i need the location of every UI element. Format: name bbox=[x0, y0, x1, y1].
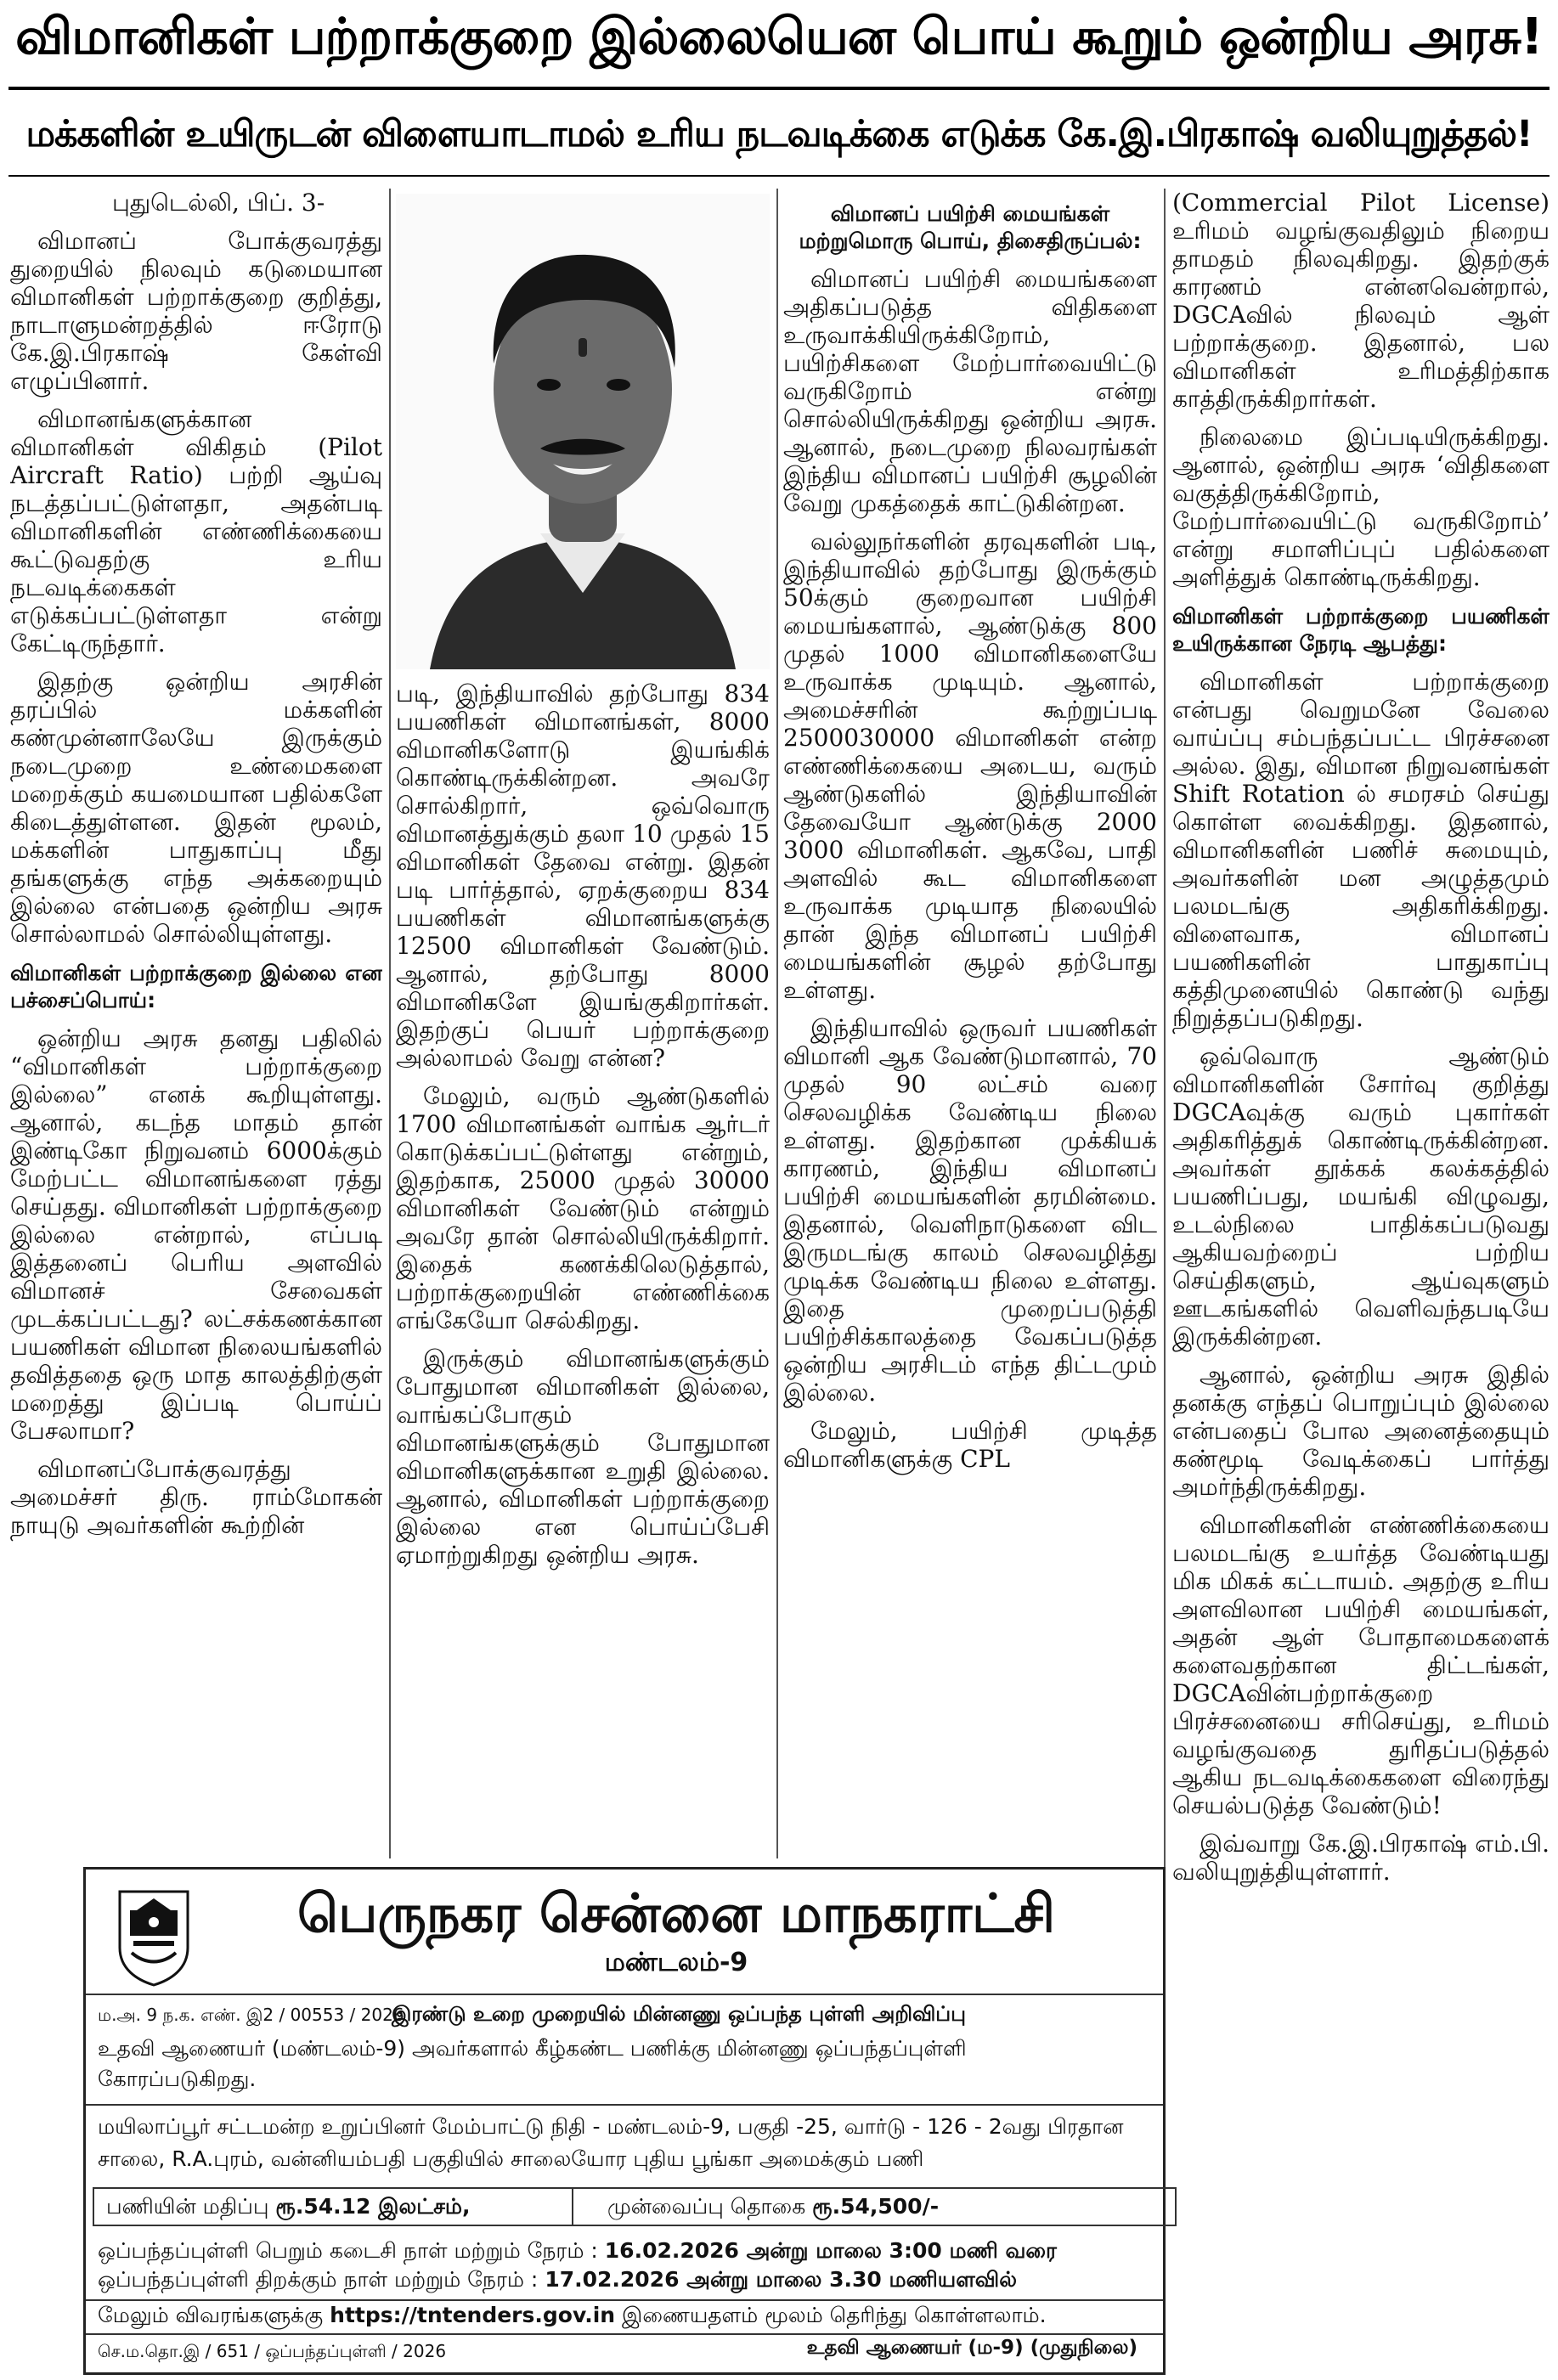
ad-work-description: மயிலாப்பூர் சட்டமன்ற உறுப்பினர் மேம்பாட்டு நிதி - மண்டலம்-9, பகுதி -25, வார்டு - 126 - 2வது பிரதான bbox=[98, 2114, 1124, 2139]
speaker-photo bbox=[396, 194, 770, 669]
paragraph: ஒன்றிய அரசு தனது பதிலில் “விமானிகள் பற்றாக்குறை இல்லை” எனக் கூறியுள்ளது. ஆனால், கடந்த மாதம் தான் இண்டிகோ நிறுவனம் 6000க்கும் மேற்பட்ட விமானங்களை ரத்து செய்தது. விமானிகள் பற்றாக்குறை இல்லை என்றால், எப்படி இத்தனைப் பெரிய அளவில் விமானச் சேவைகள் முடக்கப்பட்டது? லட்சக்கணக்கான பயணிகள் விமான நிலையங்களில் தவித்ததை ஒரு மாத காலத்திற்குள் மறைத்து இப்படி பொய்ப் பேசலாமா? bbox=[10, 1024, 382, 1445]
paragraph: இதற்கு ஒன்றிய அரசின் தரப்பில் மக்களின் கண்முன்னாலேயே இருக்கும் நடைமுறை உண்மைகளை மறைக்கும் கயமையான பதில்களே கிடைத்துள்ளன. இதன் மூலம், மக்களின் பாதுகாப்பு மீது தங்களுக்கு எந்த அக்கறையும் இல்லை என்பதை ஒன்றிய அரசு சொல்லாமல் சொல்லியுள்ளது. bbox=[10, 668, 382, 948]
paragraph: விமானப் பயிற்சி மையங்களை அதிகப்படுத்த விதிகளை உருவாக்கியிருக்கிறோம், பயிற்சிகளை மேற்பார்வையிட்டு வருகிறோம் என்று சொல்லியிருக்கிறது ஒன்றிய அரசு. ஆனால், நடைமுறை நிலவரங்கள் இந்திய விமானப் பயிற்சி சூழலின் வேறு முகத்தைக் காட்டுகின்றன. bbox=[783, 265, 1157, 517]
article-column-1 bbox=[10, 189, 382, 1870]
ad-signatory: உதவி ஆணையர் (ம-9) (முதுநிலை) bbox=[806, 2337, 1137, 2359]
paragraph: ஒவ்வொரு ஆண்டும் விமானிகளின் சோர்வு குறித்து DGCAவுக்கு வரும் புகார்கள் அதிகரித்துக் கொண்டிருக்கின்றன. அவர்கள் தூக்கக் கலக்கத்தில் பயணிப்பது, மயங்கி விழுவது, உடல்நிலை பாதிக்கப்படுவது ஆகியவற்றைப் பற்றிய செய்திகளும், ஆய்வுகளும் ஊடகங்களில் வெளிவந்தபடியே இருக்கின்றன. bbox=[1172, 1042, 1550, 1351]
ad-more-info-suffix: இணையதளம் மூலம் தெரிந்து கொள்ளலாம். bbox=[622, 2303, 1047, 2327]
paragraph: இவ்வாறு கே.இ.பிரகாஷ் எம்.பி. வலியுறுத்தியுள்ளார். bbox=[1172, 1830, 1550, 1886]
paragraph: ஆனால், ஒன்றிய அரசு இதில் தனக்கு எந்தப் பொறுப்பும் இல்லை என்பதைப் போல அனைத்தையும் கண்மூடி வேடிக்கைப் பார்த்து அமர்ந்திருக்கிறது. bbox=[1172, 1361, 1550, 1501]
article-column-4 bbox=[1172, 189, 1550, 2372]
paragraph: விமானப் போக்குவரத்து துறையில் நிலவும் கடுமையான விமானிகள் பற்றாக்குறை குறித்து, நாடாளுமன்றத்தில் ஈரோடு கே.இ.பிரகாஷ் கேள்வி எழுப்பினார். bbox=[10, 227, 382, 395]
paragraph: மேலும், பயிற்சி முடித்த விமானிகளுக்கு CPL bbox=[783, 1417, 1157, 1473]
ad-deposit-amount: ரூ.54,500/- bbox=[812, 2194, 940, 2219]
ad-footer-code: செ.ம.தொ.இ / 651 / ஒப்பந்தப்புள்ளி / 2026 bbox=[98, 2341, 447, 2361]
headline-rule bbox=[8, 87, 1550, 90]
paragraph: இருக்கும் விமானங்களுக்கும் போதுமான விமானிகள் இல்லை, வாங்கப்போகும் விமானங்களுக்கும் போதுமான விமானிகளுக்கான உறுதி இல்லை. ஆனால், விமானிகள் பற்றாக்குறை இல்லை என பொய்ப்பேசி ஏமாற்றுகிறது ஒன்றிய அரசு. bbox=[396, 1345, 770, 1569]
paragraph: இந்தியாவில் ஒருவர் பயணிகள் விமானி ஆக வேண்டுமானால், 70 முதல் 90 லட்சம் வரை செலவழிக்க வேண்டிய நிலை உள்ளது. இதற்கான முக்கியக் காரணம், இந்திய விமானப் பயிற்சி மையங்களின் தரமின்மை. இதனால், வெளிநாடுகளை விட இருமடங்கு காலம் செலவழித்து முடிக்க வேண்டிய நிலை உள்ளது. இதை முறைப்படுத்தி பயிற்சிக்காலத்தை வேகப்படுத்த ஒன்றிய அரசிடம் எந்த திட்டமும் இல்லை. bbox=[783, 1014, 1157, 1407]
ad-value-amount: ரூ.54.12 இலட்சம், bbox=[275, 2194, 471, 2219]
sub-headline: மக்களின் உயிருடன் விளையாடாமல் உரிய நடவடிக்கை எடுக்க கே.இ.பிரகாஷ் வலியுறுத்தல்! bbox=[25, 112, 1533, 155]
paragraph: விமானங்களுக்கான விமானிகள் விகிதம் (Pilot Aircraft Ratio) பற்றி ஆய்வு நடத்தப்பட்டுள்ளதா, அதன்படி விமானிகளின் எண்ணிக்கையை கூட்டுவதற்கு உரிய நடவடிக்கைகள் எடுக்கப்பட்டுள்ளதா என்று கேட்டிருந்தார். bbox=[10, 405, 382, 657]
article-column-2 bbox=[396, 680, 770, 1858]
ad-work-description: சாலை, R.A.புரம், வன்னியம்பதி பகுதியில் சாலையோர புதிய பூங்கா அமைக்கும் பணி bbox=[98, 2146, 924, 2171]
ad-website-link[interactable]: https://tntenders.gov.in bbox=[330, 2303, 616, 2327]
ad-intro-line: உதவி ஆணையர் (மண்டலம்-9) அவர்களால் கீழ்கண்ட பணிக்கு மின்னணு ஒப்பந்தப்புள்ளி bbox=[98, 2036, 967, 2061]
paragraph: மேலும், வரும் ஆண்டுகளில் 1700 விமானங்கள் வாங்க ஆர்டர் கொடுக்கப்பட்டுள்ளது என்றும், இதற்காக, 25000 முதல் 30000 விமானிகள் வேண்டும் என்றும் அவரே தான் சொல்லியிருக்கிறார். இதைக் கணக்கிலெடுத்தால், பற்றாக்குறையின் எண்ணிக்கை எங்கேயோ செல்கிறது. bbox=[396, 1082, 770, 1334]
ad-intro-line: கோரப்படுகிறது. bbox=[98, 2067, 257, 2091]
portrait-graphic bbox=[396, 194, 770, 669]
ad-value-box bbox=[93, 2187, 573, 2226]
subheadline-rule bbox=[8, 175, 1550, 177]
section-subhead: விமானிகள் பற்றாக்குறை பயணிகள் உயிருக்கான நேரடி ஆபத்து: bbox=[1172, 604, 1550, 656]
tender-advertisement bbox=[83, 1867, 1166, 2375]
ad-divider bbox=[86, 1994, 1163, 1995]
section-subhead: விமானப் பயிற்சி மையங்கள் மற்றுமொரு பொய், திசைதிருப்பல்: bbox=[799, 201, 1142, 253]
ad-deadline bbox=[98, 2235, 1151, 2267]
ad-reference-number: ம.அ. 9 ந.க. எண். இ2 / 00553 / 2026 bbox=[98, 2005, 404, 2025]
ad-deadline-value: 16.02.2026 அன்று மாலை 3:00 மணி வரை bbox=[604, 2238, 1057, 2263]
ad-deposit-label: முன்வைப்பு தொகை bbox=[607, 2194, 806, 2219]
dateline: புதுடெல்லி, பிப். 3- bbox=[112, 189, 325, 217]
ad-divider bbox=[86, 2104, 1163, 2106]
ad-opening-value: 17.02.2026 அன்று மாலை 3.30 மணியளவில் bbox=[545, 2267, 1017, 2292]
ad-notice-title: இரண்டு உறை முறையில் மின்னணு ஒப்பந்த புள்ளி அறிவிப்பு bbox=[392, 2002, 967, 2026]
ad-zone: மண்டலம்-9 bbox=[604, 1948, 748, 1977]
paragraph: நிலைமை இப்படியிருக்கிறது. ஆனால், ஒன்றிய அரசு ‘விதிகளை வகுத்திருக்கிறோம், மேற்பார்வையிட்டு வருகிறோம்’ என்று சமாளிப்புப் பதில்களை அளித்துக் கொண்டிருக்கிறது. bbox=[1172, 423, 1550, 591]
ad-title: பெருநகர சென்னை மாநகராட்சி bbox=[296, 1882, 1056, 1944]
column-divider bbox=[389, 189, 391, 1858]
corporation-emblem-icon bbox=[111, 1888, 196, 1987]
paragraph: விமானிகளின் எண்ணிக்கையை பலமடங்கு உயர்த்த வேண்டியது மிக மிகக் கட்டாயம். அதற்கு உரிய அளவிலான பயிற்சி மையங்கள், அதன் ஆள் போதாமைகளைக் களைவதற்கான திட்டங்கள், DGCAவின்பற்றாக்குறை பிரச்சனையை சரிசெய்து, உரிமம் வழங்குவதை துரிதப்படுத்தல் ஆகிய நடவடிக்கைகளை விரைந்து செயல்படுத்த வேண்டும்! bbox=[1172, 1511, 1550, 1819]
paragraph: (Commercial Pilot License) உரிமம் வழங்குவதிலும் நிறைய தாமதம் நிலவுகிறது. இதற்குக் காரணம் என்னவென்றால், DGCAவில் நிலவும் ஆள் பற்றாக்குறை. இதனால், பல விமானிகள் உரிமத்திற்காக காத்திருக்கிறார்கள். bbox=[1172, 189, 1550, 413]
ad-opening bbox=[98, 2264, 1151, 2296]
ad-more-info bbox=[98, 2299, 1151, 2332]
ad-value-label: பணியின் மதிப்பு bbox=[106, 2194, 269, 2219]
paragraph: விமானிகள் பற்றாக்குறை என்பது வெறுமனே வேலை வாய்ப்பு சம்பந்தப்பட்ட பிரச்சனை அல்ல. இது, விமான நிறுவனங்கள் Shift Rotation ல் சமரசம் செய்து கொள்ள வைக்கிறது. இதனால், விமானிகளின் பணிச் சுமையும், அவர்களின் மன அழுத்தமும் பலமடங்கு அதிகரிக்கிறது. விளைவாக, விமானப் பயணிகளின் பாதுகாப்பு கத்திமுனையில் கொண்டு வந்து நிறுத்தப்படுகிறது. bbox=[1172, 668, 1550, 1032]
ad-opening-label: ஒப்பந்தப்புள்ளி திறக்கும் நாள் மற்றும் நேரம் : bbox=[98, 2267, 539, 2292]
paragraph: படி, இந்தியாவில் தற்போது 834 பயணிகள் விமானங்கள், 8000 விமானிகளோடு இயங்கிக் கொண்டிருக்கின்றன. அவரே சொல்கிறார், ஒவ்வொரு விமானத்துக்கும் தலா 10 முதல் 15 விமானிகள் தேவை என்று. இதன் படி பார்த்தால், ஏறக்குறைய 834 பயணிகள் விமானங்களுக்கு 12500 விமானிகள் வேண்டும். ஆனால், தற்போது 8000 விமானிகளே இயங்குகிறார்கள். இதற்குப் பெயர் பற்றாக்குறை அல்லாமல் வேறு என்ன? bbox=[396, 680, 770, 1072]
ad-deposit-box bbox=[572, 2187, 1177, 2226]
paragraph: வல்லுநர்களின் தரவுகளின் படி, இந்தியாவில் தற்போது இருக்கும் 50க்கும் குறைவான பயிற்சி மையங்களால், ஆண்டுக்கு 800 முதல் 1000 விமானிகளையே உருவாக்க முடியும். ஆனால், அமைச்சரின் கூற்றுப்படி 2500030000 விமானிகள் என்ற எண்ணிக்கையை அடைய, வரும் ஆண்டுகளில் இந்தியாவின் தேவையோ ஆண்டுக்கு 2000 3000 விமானிகள். ஆகவே, பாதி அளவில் கூட விமானிகளை உருவாக்க முடியாத நிலையில் தான் இந்த விமானப் பயிற்சி மையங்களின் சூழல் தற்போது உள்ளது. bbox=[783, 527, 1157, 1004]
column-divider bbox=[776, 189, 778, 1858]
ad-deadline-label: ஒப்பந்தப்புள்ளி பெறும் கடைசி நாள் மற்றும் நேரம் : bbox=[98, 2238, 598, 2263]
article-column-3 bbox=[783, 189, 1157, 1858]
paragraph: விமானப்போக்குவரத்து அமைச்சர் திரு. ராம்மோகன் நாயுடு அவர்களின் கூற்றின் bbox=[10, 1455, 382, 1539]
main-headline: விமானிகள் பற்றாக்குறை இல்லையென பொய் கூறும் ஒன்றிய அரசு! bbox=[15, 6, 1543, 65]
ad-more-info-prefix: மேலும் விவரங்களுக்கு bbox=[98, 2303, 324, 2327]
section-subhead: விமானிகள் பற்றாக்குறை இல்லை என பச்சைப்பொய்: bbox=[10, 961, 382, 1012]
